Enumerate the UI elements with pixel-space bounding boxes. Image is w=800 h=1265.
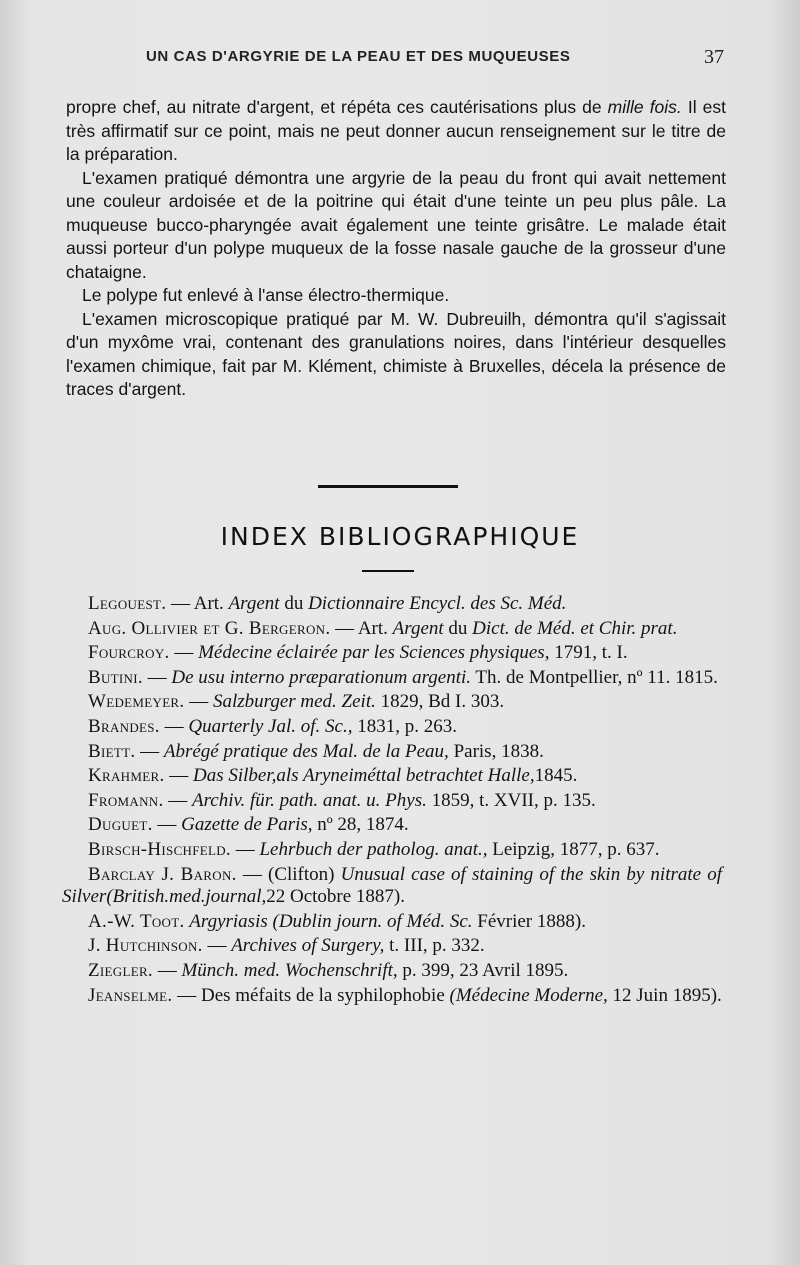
body-text (66, 96, 726, 402)
section-title: INDEX BIBLIOGRAPHIQUE (220, 522, 580, 551)
entry-text: — (152, 814, 182, 836)
entry-title: Salzburger med. Zeit. (212, 691, 376, 713)
bibliography-entry (62, 691, 722, 714)
bibliography-entry (62, 864, 722, 909)
entry-title: Argyriasis (Dublin journ. of Méd. Sc. (189, 910, 473, 932)
entry-text: — (202, 935, 232, 957)
entry-author: Biett. (88, 740, 136, 762)
entry-author: Aug. Ollivier et G. Bergeron. (88, 617, 331, 639)
entry-author: Duguet. (88, 814, 153, 836)
entry-author: Fromann. (88, 789, 164, 811)
title-underline (362, 570, 414, 572)
entry-text: — (142, 666, 172, 688)
entry-title: Argent (228, 593, 280, 614)
bibliography-list (62, 593, 722, 1009)
entry-text: — (135, 740, 164, 762)
bibliography-entry (62, 716, 722, 739)
entry-author: J. Hutchinson. (88, 935, 203, 957)
paragraph-1-text-c: Il est très affirmatif sur ce point, mais ne peut donner aucun renseignement sur le titre de la préparation. (66, 97, 726, 164)
bibliography-entry (62, 960, 722, 983)
paragraph-2: L'examen pratiqué démontra une argyrie de la peau du front qui avait nettement une couleur ardoisée et de la poitrine qui était d'une teinte un peu plus pâle. La muqueuse bucco-pharyngée avait également une teinte grisâtre. Le malade était aussi porteur d'un polype muqueux de la fosse nasale gauche de la grosseur d'une chataigne. (66, 167, 726, 282)
entry-text: nº 28, 1874. (312, 814, 409, 836)
entry-text: Février 1888). (472, 910, 586, 932)
entry-text: du (443, 617, 473, 639)
entry-author: Fourcroy. (88, 642, 170, 664)
entry-text: — (152, 959, 182, 981)
bibliography-entry (62, 765, 722, 788)
bibliography-entry (62, 911, 722, 934)
entry-title: Lehrbuch der patholog. anat., (259, 838, 488, 860)
entry-author: Birsch-Hischfeld. (88, 838, 231, 860)
entry-title: Archiv. für. path. anat. u. Phys. (192, 789, 427, 811)
bibliography-entry (62, 642, 722, 665)
entry-title: Dict. de Méd. et Chir. prat. (472, 617, 678, 639)
bibliography-entry (62, 741, 722, 764)
entry-text: — (164, 765, 193, 787)
entry-title: Münch. med. Wochenschrift, (181, 959, 398, 981)
entry-text: — (163, 789, 192, 811)
entry-title: Quarterly Jal. of. Sc., (188, 715, 353, 737)
entry-title: Argent (392, 617, 444, 639)
entry-text: Paris, 1838. (448, 740, 544, 762)
entry-text: 22 Octobre 1887). (266, 886, 406, 908)
entry-text: — (184, 691, 213, 713)
entry-author: A.-W. Toot. (88, 910, 185, 932)
bibliography-entry (62, 814, 722, 837)
entry-text: 1829, Bd I. 303. (375, 691, 505, 713)
paragraph-1 (66, 96, 726, 167)
entry-text: — Des méfaits de la syphilophobie (172, 984, 450, 1006)
entry-author: Legouest. (88, 593, 167, 614)
bibliography-entry (62, 839, 722, 862)
entry-text: 1831, p. 263. (352, 715, 457, 737)
entry-title: De usu interno præparationum argenti. (171, 666, 472, 688)
entry-author: Brandes. (88, 715, 160, 737)
entry-text: — Art. (166, 593, 229, 614)
entry-text: du (279, 593, 309, 614)
entry-text: 1845. (534, 765, 578, 787)
entry-text: Leipzig, 1877, p. 637. (487, 838, 660, 860)
entry-title: Gazette de Paris, (181, 814, 313, 836)
entry-title: (Médecine Moderne, (449, 984, 608, 1006)
section-divider (318, 485, 458, 488)
entry-author: Ziegler. (88, 959, 153, 981)
entry-title: Unusual case of staining of the skin by nitrate of Silver(British.med.journal, (62, 863, 722, 908)
entry-author: Krahmer. (88, 765, 165, 787)
entry-title: Archives of Surgery, (231, 935, 385, 957)
entry-author: Barclay J. Baron. (88, 863, 237, 885)
entry-text: 1791, t. I. (549, 642, 628, 664)
entry-text: — (Clifton) (236, 863, 341, 885)
entry-text: 12 Juin 1895). (607, 984, 722, 1006)
entry-text: t. III, p. 332. (384, 935, 485, 957)
entry-title: Dictionnaire Encycl. des Sc. Méd. (308, 593, 567, 614)
entry-text: — (230, 838, 260, 860)
entry-title: Das Silber,als Aryneiméttal betrachtet Halle, (193, 765, 535, 787)
bibliography-entry (62, 667, 722, 690)
entry-text: — (159, 715, 189, 737)
entry-text: — Art. (330, 617, 393, 639)
bibliography-entry (62, 790, 722, 813)
entry-title: Abrégé pratique des Mal. de la Peau, (163, 740, 449, 762)
page-number: 37 (704, 46, 724, 68)
paragraph-3: Le polype fut enlevé à l'anse électro-thermique. (82, 285, 450, 305)
entry-author: Butini. (88, 666, 143, 688)
entry-author: Jeanselme. (88, 984, 173, 1006)
running-title: UN CAS D'ARGYRIE DE LA PEAU ET DES MUQUEUSES (146, 48, 571, 65)
entry-text: 1859, t. XVII, p. 135. (426, 789, 596, 811)
bibliography-entry (62, 593, 722, 616)
paragraph-1-italic: mille fois. (607, 97, 682, 117)
running-head (0, 48, 800, 72)
entry-text: Th. de Montpellier, nº 11. 1815. (471, 666, 718, 688)
bibliography-entry (62, 985, 722, 1008)
bibliography-entry (62, 618, 722, 641)
entry-text: — (169, 642, 199, 664)
paragraph-1-text-a: propre chef, au nitrate d'argent, et répéta ces cautérisations plus de (66, 97, 608, 117)
paragraph-4: L'examen microscopique pratiqué par M. W. Dubreuilh, démontra qu'il s'agissait d'un myxôme vrai, contenant des granulations noires, dans l'intérieur desquelles l'examen chimique, fait par M. Klément, chimiste à Bruxelles, décela la présence de traces d'argent. (66, 308, 726, 399)
bibliography-entry (62, 935, 722, 958)
entry-text: p. 399, 23 Avril 1895. (397, 959, 569, 981)
entry-author: Wedemeyer. (88, 691, 185, 713)
entry-title: Médecine éclairée par les Sciences physiques, (198, 642, 550, 664)
